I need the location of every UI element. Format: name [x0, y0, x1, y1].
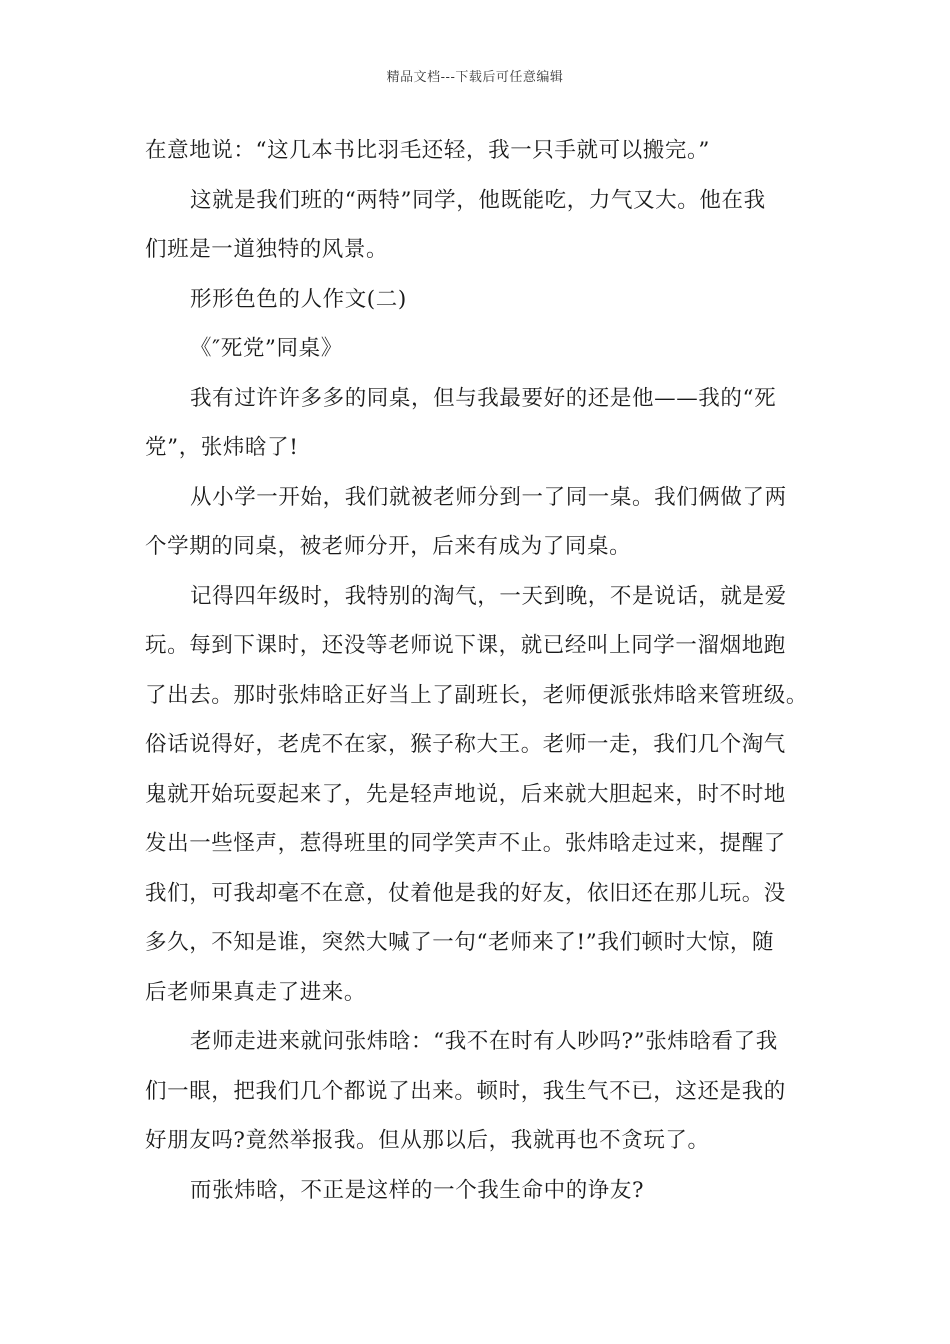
text-line: 老师走进来就问张炜晗：“我不在时有人吵吗?”张炜晗看了我 — [190, 1029, 778, 1054]
text-line: 发出一些怪声，惹得班里的同学笑声不止。张炜晗走过来，提醒了 — [145, 831, 786, 856]
text-line: 们一眼，把我们几个都说了出来。顿时，我生气不已，这还是我的 — [145, 1078, 786, 1104]
text-line: 党”，张炜晗了! — [145, 435, 299, 460]
text-line: 鬼就开始玩耍起来了，先是轻声地说，后来就大胆起来，时不时地 — [145, 781, 786, 807]
text-line: 多久，不知是谁，突然大喊了一句“老师来了!”我们顿时大惊，随 — [145, 930, 775, 955]
text-line: 好朋友吗?竟然举报我。但从那以后，我就再也不贪玩了。 — [145, 1128, 710, 1153]
text-line: 这就是我们班的“两特”同学，他既能吃，力气又大。他在我 — [190, 187, 766, 213]
page-header: 精品文档---下载后可任意编辑 — [386, 70, 564, 85]
document-body — [145, 126, 825, 1215]
essay-title: 《″死党”同桌》 — [190, 336, 343, 361]
text-line: 了出去。那时张炜晗正好当上了副班长，老师便派张炜晗来管班级。 — [145, 682, 809, 708]
text-line: 记得四年级时，我特别的淘气，一天到晚，不是说话，就是爱 — [190, 583, 787, 609]
text-line: 俗话说得好，老虎不在家，猴子称大王。老师一走，我们几个淘气 — [145, 732, 786, 757]
text-line: 们班是一道独特的风景。 — [145, 237, 389, 262]
section-title: 形形色色的人作文(二) — [190, 286, 407, 312]
text-line: 我有过许许多多的同桌，但与我最要好的还是他——我的“死 — [190, 385, 777, 411]
text-line: 个学期的同桌，被老师分开，后来有成为了同桌。 — [145, 534, 632, 559]
text-line: 玩。每到下课时，还没等老师说下课，就已经叫上同学一溜烟地跑 — [145, 633, 786, 658]
text-line: 后老师果真走了进来。 — [145, 979, 367, 1005]
text-line: 从小学一开始，我们就被老师分到一了同一桌。我们俩做了两 — [190, 484, 787, 510]
text-line: 在意地说：“这几本书比羽毛还轻，我一只手就可以搬完。” — [145, 138, 710, 163]
text-line: 而张炜晗，不正是这样的一个我生命中的诤友? — [190, 1177, 645, 1203]
text-line: 我们，可我却毫不在意，仗着他是我的好友，依旧还在那儿玩。没 — [145, 880, 786, 906]
